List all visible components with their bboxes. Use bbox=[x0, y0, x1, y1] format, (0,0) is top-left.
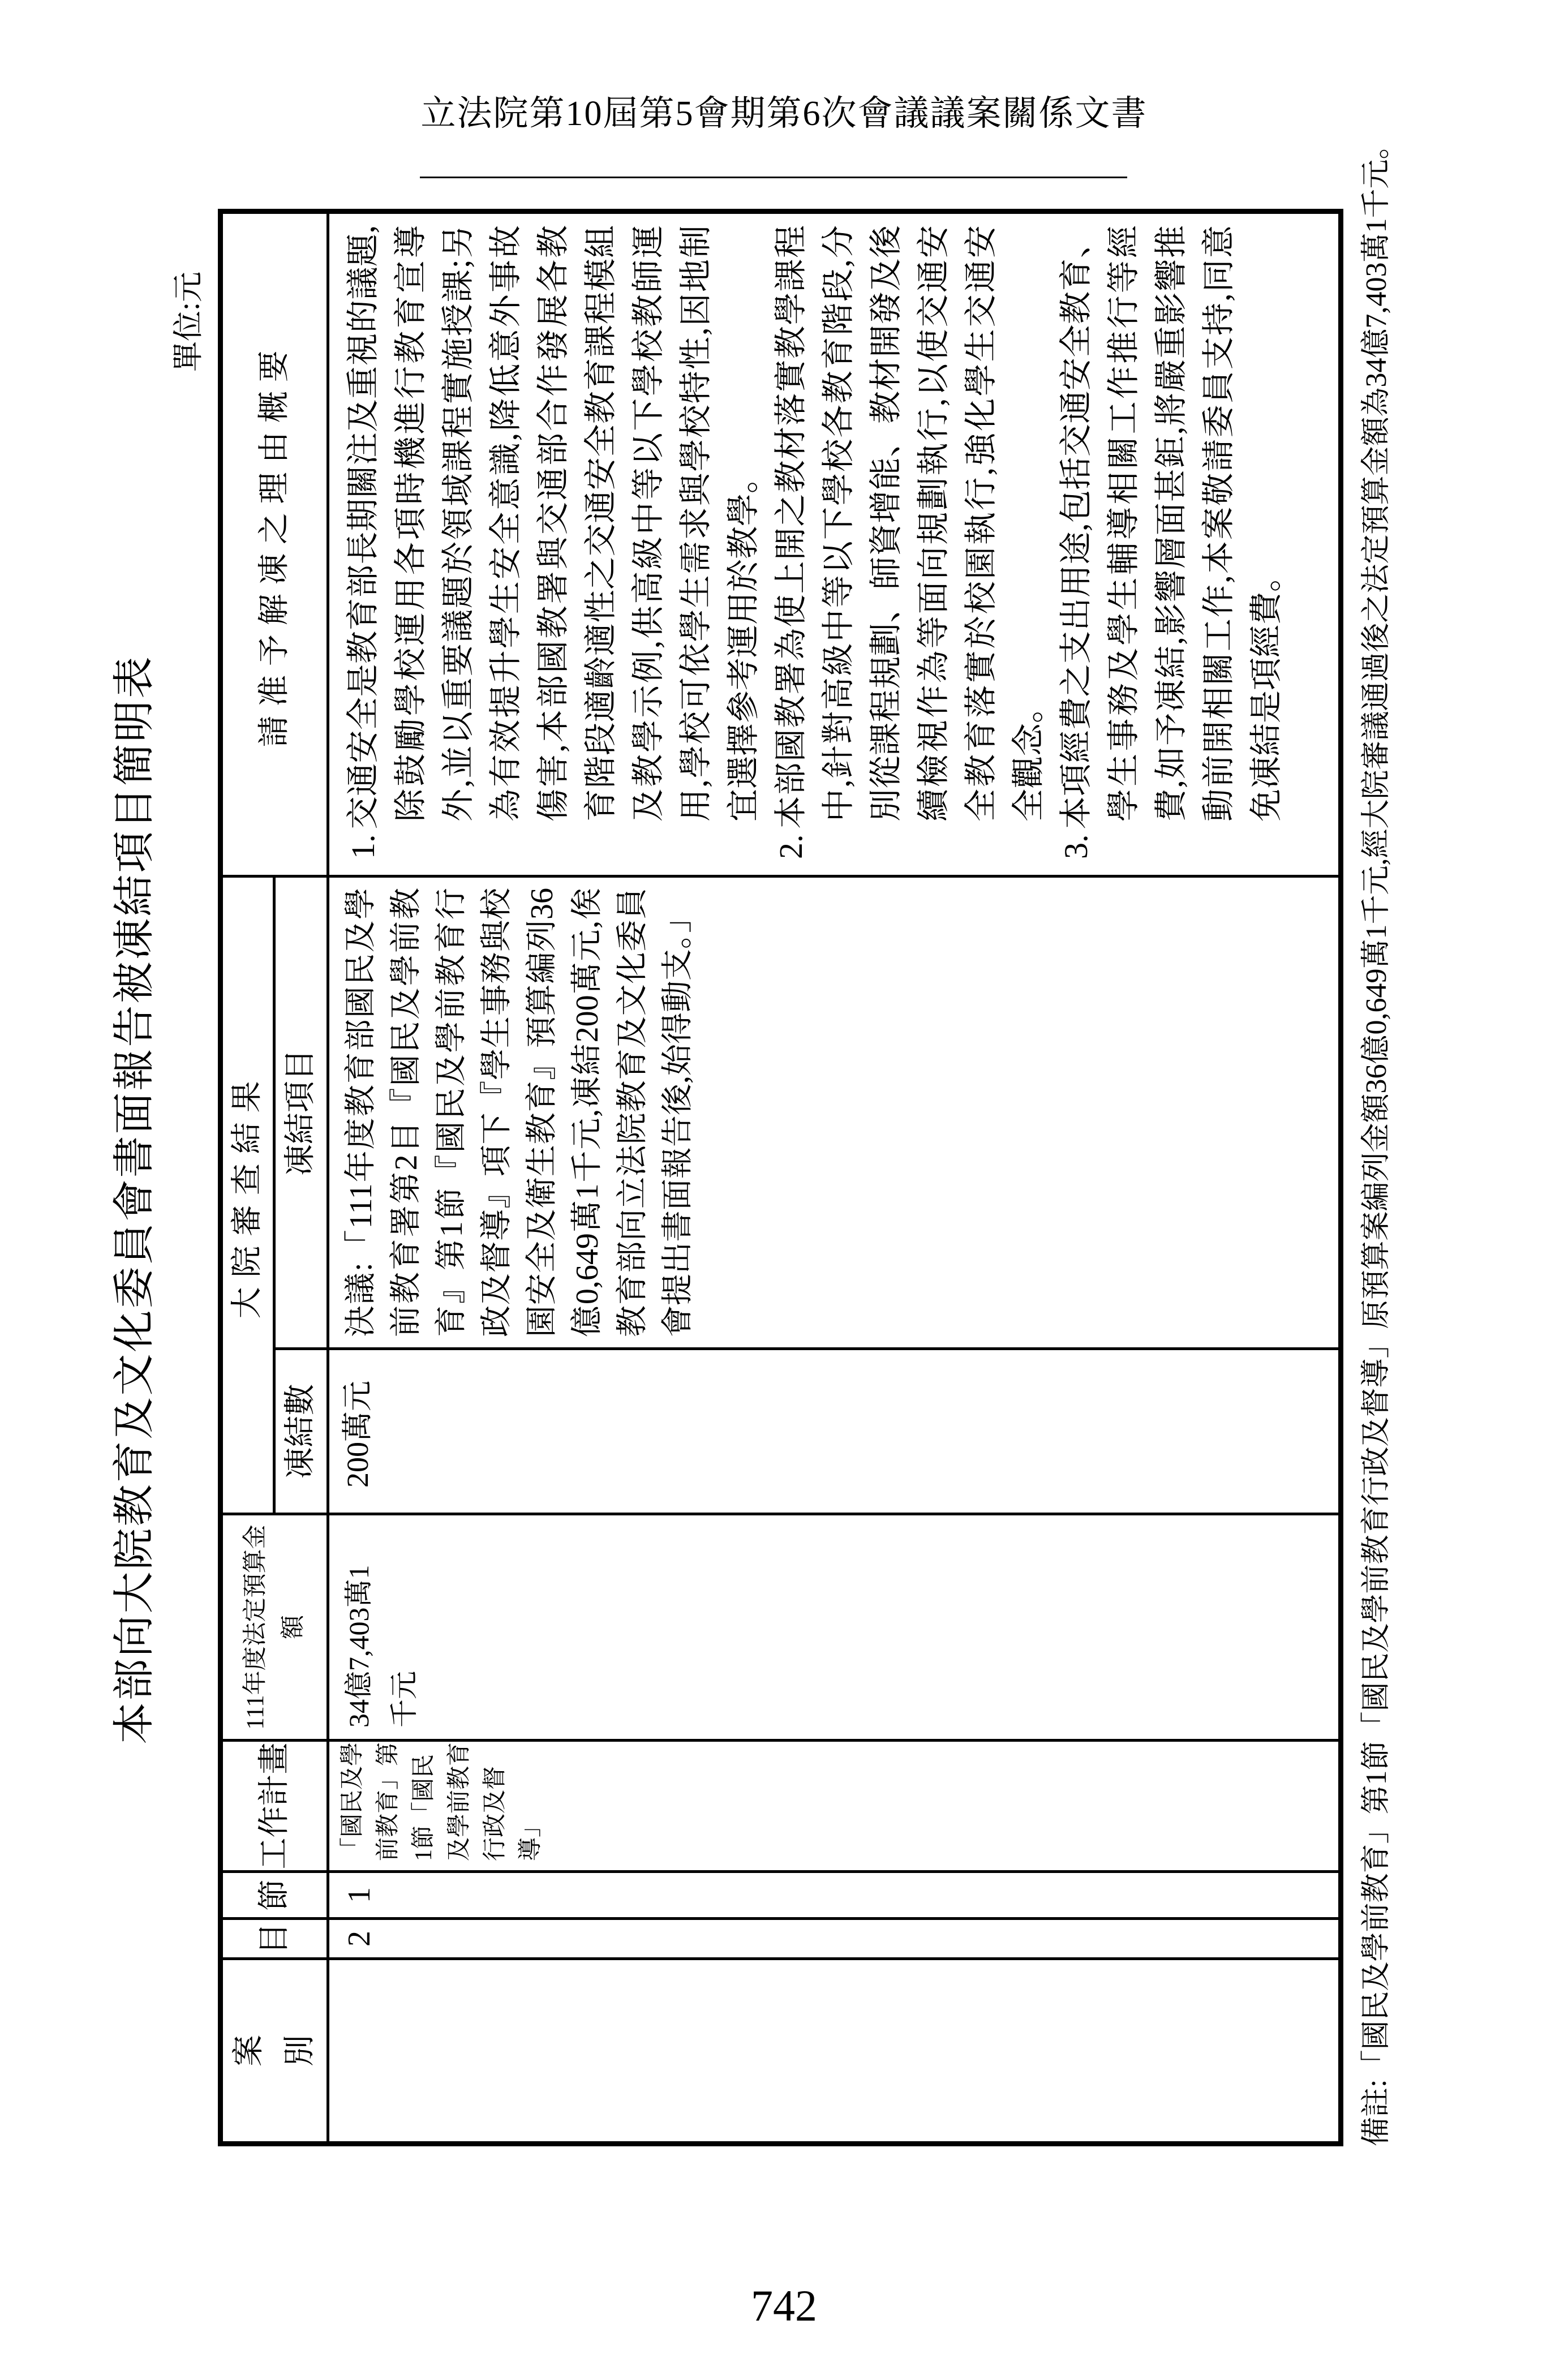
col-header-frozen-amount: 凍結數 bbox=[274, 1349, 328, 1514]
cell-legal-budget: 34億7,403萬1千元 bbox=[328, 1514, 1341, 1741]
reason-1-text: 交通安全是教育部長期關注及重視的議題,除鼓勵學校運用各項時機進行教育宣導外,並以重要議題於領域課程實施授課;另為有效提升學生安全意識,降低意外事故傷害,本部國教署與交通部合作發展各教育階段適齡適性之交通安全教育課程模組及教學示例,供高級中等以下學校教師運用,學校可依學生需求與學校特性,因地制宜選擇參考運用於教學。 bbox=[345, 225, 762, 830]
reason-3-number: 3. bbox=[1058, 834, 1094, 859]
document-header: 立法院第10屆第5會期第6次會議議案關係文書 bbox=[420, 94, 1148, 133]
page-number: 742 bbox=[751, 2281, 817, 2330]
cell-reason bbox=[328, 212, 1341, 877]
reason-2-number: 2. bbox=[772, 834, 809, 859]
col-header-review-result: 大院審查結果 bbox=[221, 877, 274, 1514]
col-header-section: 節 bbox=[221, 1872, 328, 1919]
col-header-reason: 請准予解凍之理由概要 bbox=[221, 212, 328, 877]
cell-section: 1 bbox=[328, 1872, 1341, 1919]
unit-label: 單位:元 bbox=[171, 272, 205, 372]
col-header-frozen-item: 凍結項目 bbox=[274, 877, 328, 1349]
cell-frozen-item-decision: 決議:「111年度教育部國民及學前教育署第2目『國民及學前教育』第1節『國民及學前教育行政及督導』項下『學生事務與校園安全及衛生教育』預算編列36億0,649萬1千元,凍結200萬元,俟教育部向立法院教育及文化委員會提出書面報告後,始得動支。」 bbox=[328, 877, 1341, 1349]
cell-item: 2 bbox=[328, 1919, 1341, 1959]
footnote: 備註:「國民及學前教育」第1節「國民及學前教育行政及督導」原預算案編列金額36億0,649萬1千元,經大院審議通過後之法定預算金額為34億7,403萬1千元。 bbox=[1360, 130, 1393, 2146]
col-header-case bbox=[221, 1959, 328, 2144]
table-header-row-1 bbox=[221, 212, 274, 2144]
sheet-title: 本部向大院教育及文化委員會書面報告被凍結項目簡明表 bbox=[111, 655, 158, 1745]
col-header-legal-budget: 111年度法定預算金額 bbox=[221, 1514, 328, 1741]
table-data-row bbox=[328, 212, 1341, 2144]
cell-case bbox=[328, 1959, 1341, 2144]
reason-item-3 bbox=[1053, 225, 1290, 859]
landscape-sheet bbox=[85, 130, 1483, 2235]
col-header-case-label: 案別 bbox=[231, 2035, 317, 2067]
reason-3-text: 本項經費之支出用途,包括交通安全教育、學生事務及學生輔導相關工作推行等經費,如予凍結,影響層面甚鉅,將嚴重影響推動前開相關工作,本案敬請委員支持,同意免凍結是項經費。 bbox=[1058, 225, 1285, 830]
col-header-work-plan: 工作計畫 bbox=[221, 1741, 328, 1872]
col-header-item: 目 bbox=[221, 1919, 328, 1959]
reason-item-1 bbox=[340, 225, 767, 859]
rotated-sheet-wrap bbox=[85, 130, 1483, 2235]
cell-work-plan: 「國民及學前教育」第1節「國民及學前教育行政及督導」 bbox=[328, 1741, 1341, 1872]
cell-frozen-amount: 200萬元 bbox=[328, 1349, 1341, 1514]
frozen-items-table bbox=[218, 209, 1343, 2146]
reason-1-number: 1. bbox=[345, 834, 381, 859]
reason-item-2 bbox=[767, 225, 1053, 859]
reason-2-text: 本部國教署為使上開之教材落實教學課程中,針對高級中等以下學校各教育階段,分別從課程規劃、師資增能、教材開發及後續檢視作為等面向規劃執行,以使交通安全教育落實於校園執行,強化學生交通安全觀念。 bbox=[772, 225, 1047, 830]
